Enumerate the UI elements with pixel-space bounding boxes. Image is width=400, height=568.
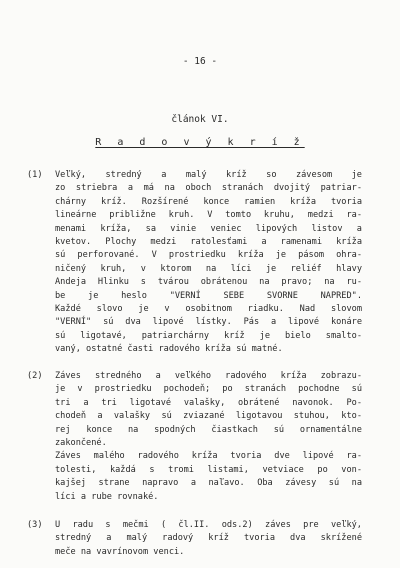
- text-line: Záves malého radového kríža tvoria dve lipové ra-: [55, 451, 362, 462]
- text-line: sú ligotavé, patriarchárny kríž je bielo smalto-: [55, 330, 362, 341]
- text-line: kajšej strane napravo a naľavo. Oba závesy sú na: [55, 478, 362, 489]
- section-title: [0, 137, 400, 148]
- text-line: "VERNÍ" sú dva lipové lístky. Pás a lipové konáre: [55, 317, 362, 328]
- text-line: zo striebra a má na oboch stranách dvojitý patriar-: [55, 183, 362, 194]
- text-line: U radu s mečmi ( čl.II. ods.2) záves pre veľký,: [55, 520, 362, 530]
- paragraph-number: (1): [27, 170, 43, 180]
- text-line: Veľký, stredný a malý kríž so závesom je: [55, 170, 362, 180]
- text-line: zakončené.: [55, 438, 107, 448]
- article-heading: článok VI.: [171, 114, 229, 125]
- paragraph-number: (3): [27, 520, 43, 530]
- text-line: líci a rube rovnaké.: [55, 491, 159, 502]
- text-line: Záves stredného a veľkého radového kríža zobrazu-: [55, 371, 362, 381]
- text-line: menami kríža, sa vinie veniec lipových listov a: [55, 223, 362, 234]
- text-line: tolesti, každá s tromi listami, vetviace po von-: [55, 464, 362, 475]
- text-line: stredný a malý radový kríž tvoria dva skrížené: [55, 533, 362, 544]
- text-line: chodeň a valašky sú zviazané ligotavou stuhou, kto-: [55, 411, 362, 422]
- text-line: je v prostriedku pochodeň; po stranách pochodne sú: [55, 384, 362, 395]
- text-line: be je heslo "VERNÍ SEBE SVORNE NAPRED".: [55, 290, 362, 301]
- text-line: ničený kruh, v ktorom na líci je reliéf hlavy: [55, 263, 362, 274]
- text-line: vaný, ostatné časti radového kríža sú matné.: [55, 344, 283, 355]
- text-line: lineárne približne kruh. V tomto kruhu, medzi ra-: [55, 210, 362, 221]
- text-line: meče na vavrínovom venci.: [55, 546, 185, 557]
- page-number: - 16 -: [182, 56, 218, 67]
- paragraph-number: (2): [27, 371, 43, 381]
- text-line: chárny kríž. Rozšírené konce ramien kríža tvoria: [55, 196, 362, 207]
- text-line: Každé slovo je v osobitnom riadku. Nad slovom: [55, 304, 362, 314]
- text-line: sú perforované. V prostriedku kríža je pásom ohra-: [55, 250, 362, 261]
- text-line: kvetov. Plochy medzi ratolesťami a ramenami kríža: [55, 237, 362, 247]
- text-line: rej konce na spodných čiastkach sú ornamentálne: [55, 424, 362, 435]
- section-title-text: R a d o v ý k r í ž: [95, 137, 305, 148]
- text-line: tri a tri ligotavé valašky, obrátené navonok. Po-: [55, 397, 362, 408]
- text-line: Andeja Hlinku s tvárou obrátenou na pravo; na ru-: [55, 277, 362, 288]
